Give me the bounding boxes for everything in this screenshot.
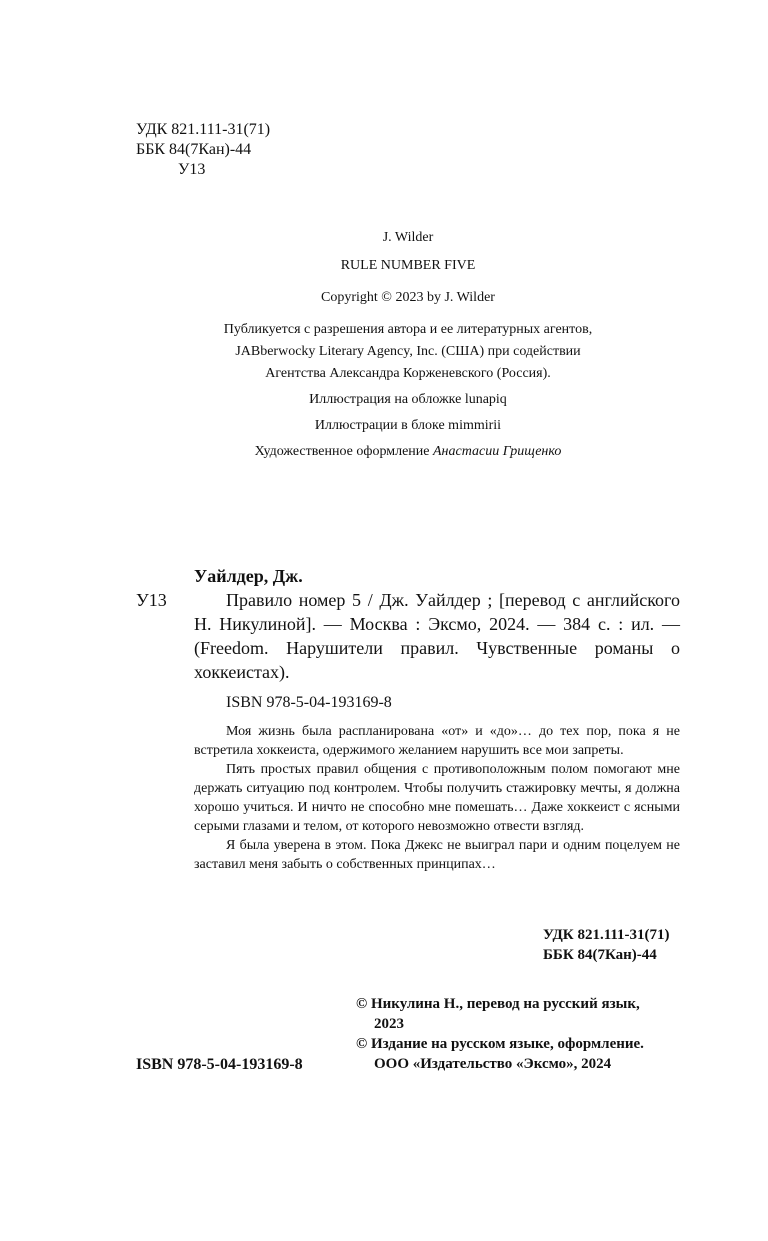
translation-copyright-year: 2023 [374,1016,404,1032]
permission-line-3: Агентства Александра Корженевского (Россия). [265,366,551,381]
cover-illustration-credit: Иллюстрация на обложке lunapiq [309,392,507,407]
permission-line-1: Публикуется с разрешения автора и ее литературных агентов, [223,322,593,337]
annotation-paragraph-1: Моя жизнь была распланирована «от» и «до»… до тех пор, пока я не встретила хоккеиста, одержимого желанием нарушить все мои запреты. [194,724,680,758]
annotation [194,722,680,874]
design-credit [136,444,680,460]
bbk-code: ББК 84(7Кан)-44 [136,141,252,158]
isbn-bibliographic: ISBN 978-5-04-193169-8 [226,694,392,711]
translation-copyright: © Никулина Н., перевод на русский язык, [356,996,640,1012]
udk-code: УДК 821.111-31(71) [136,121,271,138]
edition-copyright: © Издание на русском языке, оформление. [356,1036,644,1052]
bibliographic-text: Правило номер 5 / Дж. Уайлдер ; [перевод с английского Н. Никулиной]. — Москва : Эксмо, 2024. — 384 с. : ил. — (Freedom. Нарушители правил. Чувственные романы о хоккеистах). [194,590,680,682]
bbk-code-bottom: ББК 84(7Кан)-44 [543,947,657,963]
classification-block-bottom [543,925,670,965]
copyright-notice [356,994,644,1074]
designer-name: Анастасии Грищенко [433,444,562,459]
isbn-bottom: ISBN 978-5-04-193169-8 [136,1056,303,1073]
publisher-copyright: ООО «Издательство «Эксмо», 2024 [374,1056,612,1072]
original-author: J. Wilder [382,230,434,245]
permission-line-2: JABberwocky Literary Agency, Inc. (США) при содействии [235,344,581,359]
author-mark: У13 [178,161,206,178]
classification-block-top [136,120,270,180]
original-title: RULE NUMBER FIVE [340,258,476,273]
catalog-code: У13 [136,590,167,610]
annotation-paragraph-3: Я была уверена в этом. Пока Джекс не выиграл пари и одним поцелуем не заставил меня забыть о собственных принципах… [194,838,680,872]
udk-code-bottom: УДК 821.111-31(71) [543,927,670,943]
original-copyright: Copyright © 2023 by J. Wilder [321,290,495,305]
bibliographic-description [194,588,680,684]
design-credit-label: Художественное оформление [254,444,433,459]
annotation-paragraph-2: Пять простых правил общения с противоположным полом помогают мне держать ситуацию под контролем. Чтобы получить стажировку мечты, я должна хорошо учиться. И ничто не способно мне помешать… Даже хоккеист с ясными серыми глазами и телом, от которого невозможно отвести взгляд. [194,762,680,834]
inner-illustration-credit: Иллюстрации в блоке mimmirii [314,418,502,433]
author-heading: Уайлдер, Дж. [194,566,303,586]
